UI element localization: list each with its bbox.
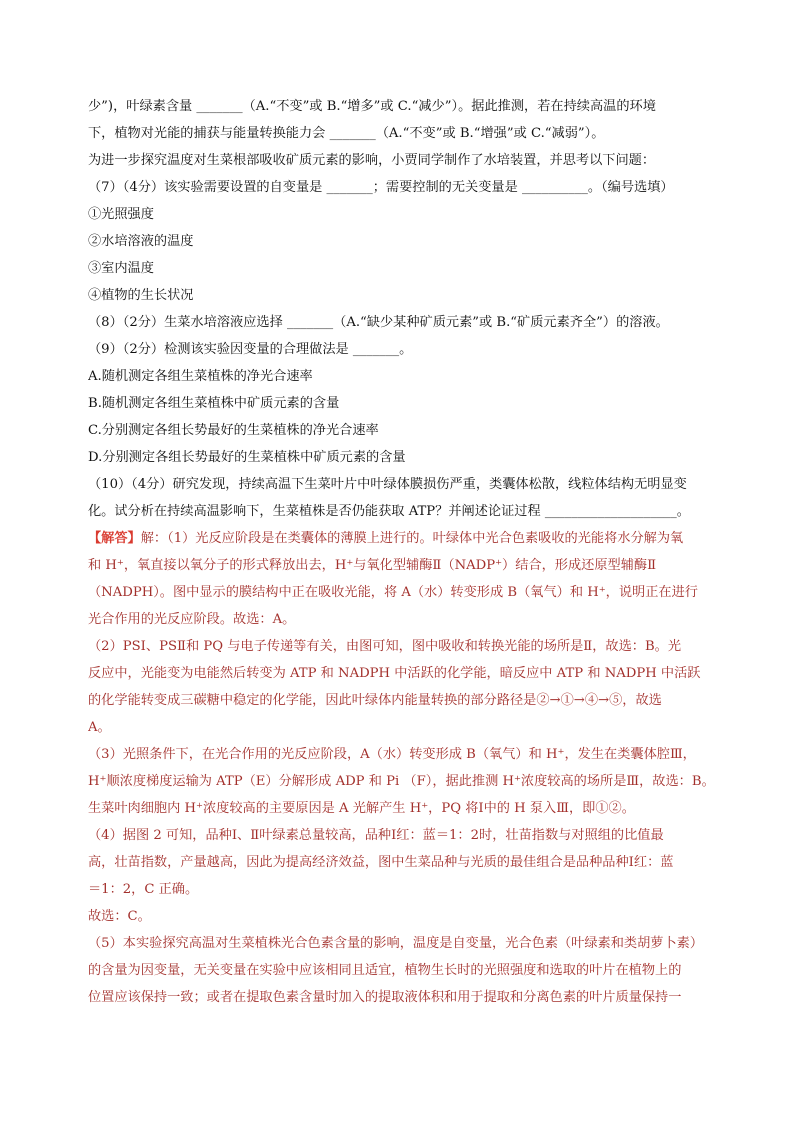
question-8: （8）（2分）生菜水培溶液应选择 _______（A.“缺少某种矿质元素”或 B.“矿质元素齐全”）的溶液。 — [88, 315, 669, 330]
solution-line: （5）本实验探究高温对生菜植株光合色素含量的影响，温度是自变量，光合色素（叶绿素和类胡萝卜素） — [88, 936, 704, 951]
question-7: （7）（4分）该实验需要设置的自变量是 _______；需要控制的无关变量是 __________。（编号选填） — [88, 180, 674, 195]
solution-section — [88, 525, 728, 1011]
option-item: ②水培溶液的温度 — [88, 234, 194, 249]
solution-line: 高，壮苗指数，产量越高，因此为提高经济效益，图中生菜品种与光质的最佳组合是品种品种Ⅰ红：蓝 — [88, 855, 674, 870]
answer-tag: 【解答】 — [88, 531, 141, 546]
question-9: （9）（2分）检测该实验因变量的合理做法是 _______。 — [88, 342, 413, 357]
option-item: ③室内温度 — [88, 261, 154, 276]
question-line: 化。试分析在持续高温影响下，生菜植株是否仍能获取 ATP？并阐述论证过程 ____________________。 — [88, 504, 690, 519]
solution-text: 解：（1）光反应阶段是在类囊体的薄膜上进行的。叶绿体中光合色素吸收的光能将水分解为氧 — [140, 531, 684, 546]
solution-line — [88, 525, 728, 552]
document-page — [88, 93, 728, 1011]
solution-line: （3）光照条件下，在光合作用的光反应阶段，A（水）转变形成 B（氧气）和 H⁺，发生在类囊体腔Ⅲ， — [88, 747, 696, 762]
question-10: （10）（4分）研究发现，持续高温下生菜叶片中叶绿体膜损伤严重，类囊体松散，线粒体结构无明显变 — [88, 477, 687, 492]
option-item: ①光照强度 — [88, 207, 154, 222]
solution-line: A。 — [88, 720, 111, 735]
option-item: ④植物的生长状况 — [88, 288, 194, 303]
solution-line: 光合作用的光反应阶段。故选：A。 — [88, 612, 296, 627]
solution-line: （2）PSⅠ、PSⅡ和 PQ 与电子传递等有关，由图可知，图中吸收和转换光能的场所是Ⅱ，故选：B。光 — [88, 639, 682, 654]
solution-line: 故选：C。 — [88, 909, 151, 924]
solution-line: H⁺顺浓度梯度运输为 ATP（E）分解形成 ADP 和 Pi （F），据此推测 H⁺浓度较高的场所是Ⅲ，故选：B。 — [88, 774, 715, 789]
question-line: 少”)，叶绿素含量 _______（A.“不变”或 B.“增多”或 C.“减少”）。据此推测，若在持续高温的环境 — [88, 99, 656, 114]
solution-line: 的含量为因变量，无关变量在实验中应该相同且适宜，植物生长时的光照强度和选取的叶片在植物上的 — [88, 963, 682, 978]
choice-a: A.随机测定各组生菜植株的净光合速率 — [88, 369, 313, 384]
choice-b: B.随机测定各组生菜植株中矿质元素的含量 — [88, 396, 340, 411]
solution-line: 生菜叶肉细胞内 H⁺浓度较高的主要原因是 A 光解产生 H⁺，PQ 将Ⅰ中的 H 泵入Ⅲ，即①②。 — [88, 801, 635, 816]
solution-line: ＝1：2，C 正确。 — [88, 882, 199, 897]
solution-line: （4）据图 2 可知，品种Ⅰ、Ⅱ叶绿素总量较高，品种Ⅰ红：蓝＝1：2时，壮苗指数与对照组的比值最 — [88, 828, 664, 843]
question-section — [88, 93, 728, 525]
question-line: 为进一步探究温度对生菜根部吸收矿质元素的影响，小贾同学制作了水培装置，并思考以下问题： — [88, 153, 656, 168]
solution-line: 和 H⁺，氧直接以氧分子的形式释放出去，H⁺与氧化型辅酶Ⅱ（NADP⁺）结合，形成还原型辅酶Ⅱ — [88, 558, 657, 573]
choice-c: C.分别测定各组长势最好的生菜植株的净光合速率 — [88, 423, 379, 438]
question-line: 下，植物对光能的捕获与能量转换能力会 _______（A.“不变”或 B.“增强”或 C.“减弱”）。 — [88, 126, 605, 141]
solution-line: 位置应该保持一致；或者在提取色素含量时加入的提取液体积和用于提取和分离色素的叶片质量保持一 — [88, 990, 682, 1005]
solution-line: 的化学能转变成三碳糖中稳定的化学能，因此叶绿体内能量转换的部分路径是②→①→④→⑤，故选 — [88, 693, 662, 708]
solution-line: （NADPH）。图中显示的膜结构中正在吸收光能，将 A（水）转变形成 B（氧气）和 H⁺，说明正在进行 — [88, 585, 698, 600]
solution-line: 反应中，光能变为电能然后转变为 ATP 和 NADPH 中活跃的化学能，暗反应中 ATP 和 NADPH 中活跃 — [88, 666, 701, 681]
choice-d: D.分别测定各组长势最好的生菜植株中矿质元素的含量 — [88, 450, 406, 465]
